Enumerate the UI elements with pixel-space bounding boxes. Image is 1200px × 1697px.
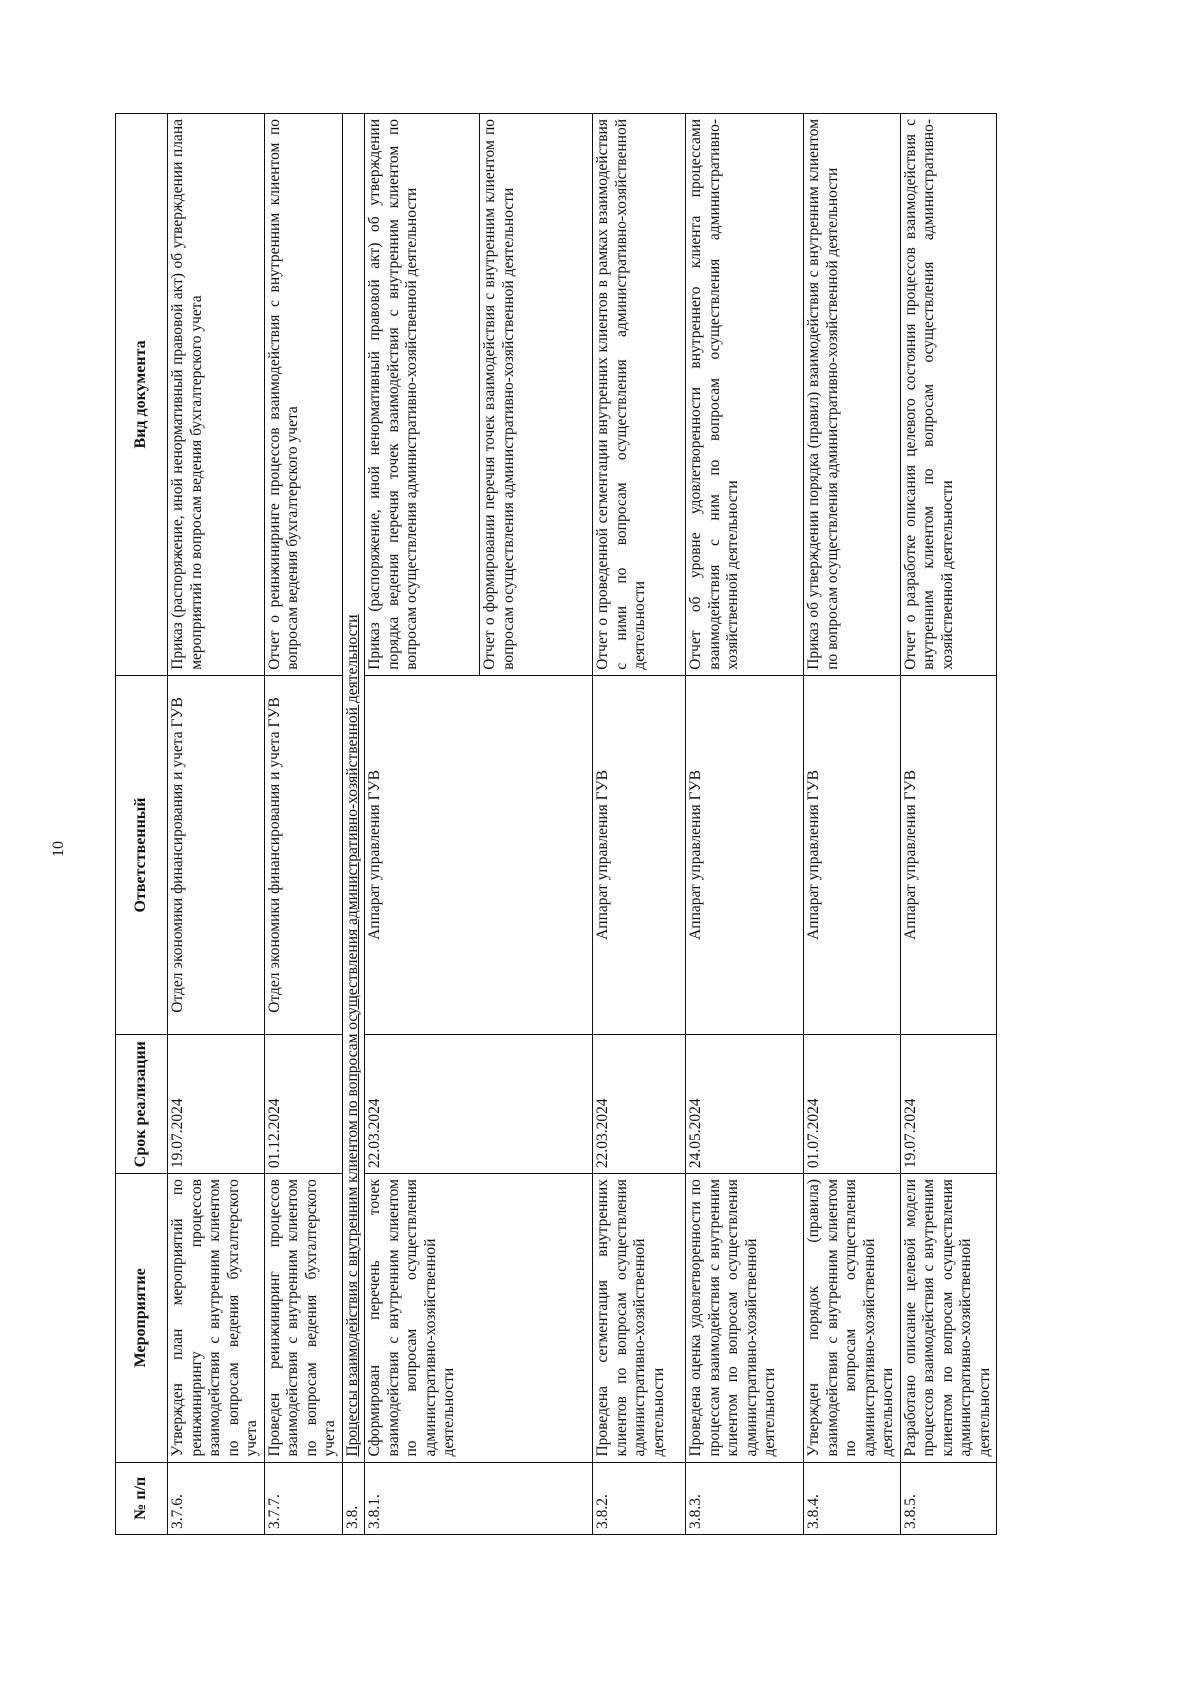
row-num: 3.8.3. xyxy=(686,1462,804,1534)
row-doc: Отчет о разработке описания целевого состояния процессов взаимодействия с внутренним клиентом по вопросам осуществления административно-хозяйственной деятельности xyxy=(900,114,997,676)
row-num: 3.8.5. xyxy=(900,1462,997,1534)
row-doc-split xyxy=(365,114,593,676)
row-doc: Отчет о реинжиниринге процессов взаимодействия с внутренним клиентом по вопросам ведения бухгалтерского учета xyxy=(264,114,342,676)
table-row xyxy=(593,114,686,1535)
row-num: 3.8.4. xyxy=(804,1462,901,1534)
table-row xyxy=(264,114,342,1535)
row-event: Проведена оценка удовлетворенности по процессам взаимодействия с внутренним клиентом по вопросам осуществления административно-хозяйственной деятельности xyxy=(686,1174,804,1462)
table-row xyxy=(686,114,804,1535)
row-responsible: Аппарат управления ГУВ xyxy=(686,675,804,1034)
row-doc: Приказ (распоряжение, иной ненормативный правовой акт) об утверждении порядка ведения перечня точек взаимодействия с внутренним клиентом по вопросам осуществления административно-хозяйственной деятельности xyxy=(366,119,420,670)
row-deadline: 01.12.2024 xyxy=(264,1035,342,1174)
table-row xyxy=(168,114,265,1535)
section-num: 3.8. xyxy=(342,1462,365,1534)
row-doc: Приказ (распоряжение, иной ненормативный правовой акт) об утверждении плана мероприятий по вопросам ведения бухгалтерского учета xyxy=(168,114,265,676)
header-responsible: Ответственный xyxy=(116,675,168,1034)
row-deadline: 01.07.2024 xyxy=(804,1035,901,1174)
row-doc: Отчет о проведенной сегментации внутренних клиентов в рамках взаимодействия с ними по вопросам осуществления административно-хозяйственной деятельности xyxy=(593,114,686,676)
row-deadline: 24.05.2024 xyxy=(686,1035,804,1174)
header-num: № п/п xyxy=(116,1462,168,1534)
rotated-table-container xyxy=(115,113,1056,1535)
row-responsible: Аппарат управления ГУВ xyxy=(900,675,997,1034)
row-responsible: Отдел экономики финансирования и учета ГУВ xyxy=(168,675,265,1034)
row-responsible: Аппарат управления ГУВ xyxy=(804,675,901,1034)
row-event: Разработано описание целевой модели процессов взаимодействия с внутренним клиентом по вопросам осуществления административно-хозяйственной деятельности xyxy=(900,1174,997,1462)
row-responsible: Аппарат управления ГУВ xyxy=(593,675,686,1034)
header-deadline: Срок реализации xyxy=(116,1035,168,1174)
row-doc-second: Отчет о формировании перечня точек взаимодействия с внутренним клиентом по вопросам осуществления административно-хозяйственной деятельности xyxy=(479,114,520,675)
row-event: Утвержден порядок (правила) взаимодействия с внутренним клиентом по вопросам осуществления административно-хозяйственной деятельности xyxy=(804,1174,901,1462)
row-responsible: Аппарат управления ГУВ xyxy=(365,675,593,1034)
row-responsible: Отдел экономики финансирования и учета ГУВ xyxy=(264,675,342,1034)
events-table xyxy=(115,113,997,1535)
header-doc-type: Вид документа xyxy=(116,114,168,676)
row-event: Утвержден план мероприятий по реинжинирингу процессов взаимодействия с внутренним клиентом по вопросам ведения бухгалтерского учета xyxy=(168,1174,265,1462)
row-deadline: 19.07.2024 xyxy=(168,1035,265,1174)
section-row xyxy=(342,114,365,1535)
row-event: Сформирован перечень точек взаимодействия с внутренним клиентом по вопросам осуществления административно-хозяйственной деятельности xyxy=(365,1174,593,1462)
header-event: Мероприятие xyxy=(116,1174,168,1462)
section-title: Процессы взаимодействия с внутренним клиентом по вопросам осуществления административно-хозяйственной деятельности xyxy=(342,114,365,1463)
row-num: 3.7.6. xyxy=(168,1462,265,1534)
row-num: 3.8.1. xyxy=(365,1462,593,1534)
row-event: Проведен реинжиниринг процессов взаимодействия с внутренним клиентом по вопросам ведения бухгалтерского учета xyxy=(264,1174,342,1462)
table-row xyxy=(365,114,593,1535)
row-num: 3.8.2. xyxy=(593,1462,686,1534)
row-deadline: 19.07.2024 xyxy=(900,1035,997,1174)
row-doc: Отчет об уровне удовлетворенности внутреннего клиента процессами взаимодействия с ним по вопросам осуществления административно-хозяйственной деятельности xyxy=(686,114,804,676)
row-doc: Приказ об утверждении порядка (правил) взаимодействия с внутренним клиентом по вопросам осуществления административно-хозяйственной деятельности xyxy=(804,114,901,676)
row-event: Проведена сегментация внутренних клиентов по вопросам осуществления административно-хозяйственной деятельности xyxy=(593,1174,686,1462)
row-deadline: 22.03.2024 xyxy=(593,1035,686,1174)
table-row xyxy=(804,114,901,1535)
row-deadline: 22.03.2024 xyxy=(365,1035,593,1174)
table-header-row xyxy=(116,114,168,1535)
page-number: 10 xyxy=(50,841,67,857)
row-num: 3.7.7. xyxy=(264,1462,342,1534)
table-row xyxy=(900,114,997,1535)
